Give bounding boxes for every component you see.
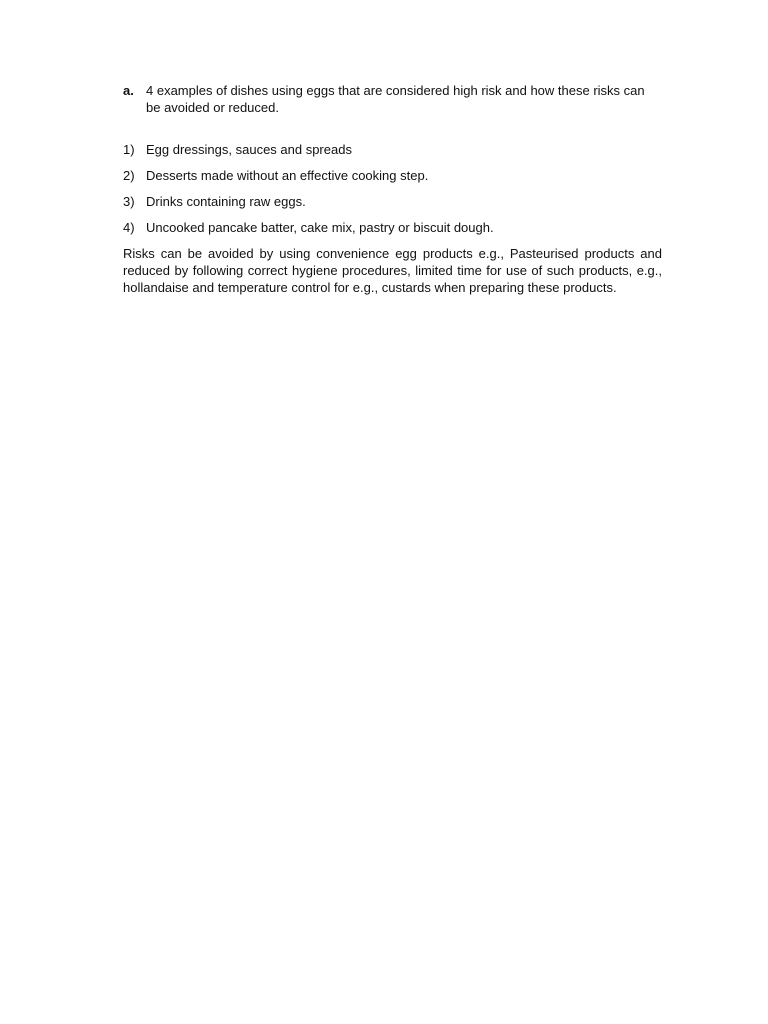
list-item (123, 193, 662, 210)
list-item-number: 2) (123, 168, 135, 183)
list-item (123, 219, 662, 236)
list-item-number: 4) (123, 220, 135, 235)
question-a (123, 82, 662, 116)
answer-paragraph: Risks can be avoided by using convenience egg products e.g., Pasteurised products and reduced by following correct hygiene procedures, limited time for use of such products, e.g., hollandaise and temperature control for e.g., custards when preparing these products. (123, 246, 662, 295)
document-body (123, 82, 662, 309)
list-item-number: 1) (123, 142, 135, 157)
list-item-text: Egg dressings, sauces and spreads (146, 142, 352, 157)
question-text: 4 examples of dishes using eggs that are considered high risk and how these risks can be avoided or reduced. (146, 83, 645, 115)
list-item-text: Desserts made without an effective cooking step. (146, 168, 429, 183)
list-item-number: 3) (123, 194, 135, 209)
question-label: a. (123, 83, 134, 98)
list-item (123, 167, 662, 184)
list-item (123, 141, 662, 158)
list-item-text: Uncooked pancake batter, cake mix, pastry or biscuit dough. (146, 220, 494, 235)
list-item-text: Drinks containing raw eggs. (146, 194, 306, 209)
